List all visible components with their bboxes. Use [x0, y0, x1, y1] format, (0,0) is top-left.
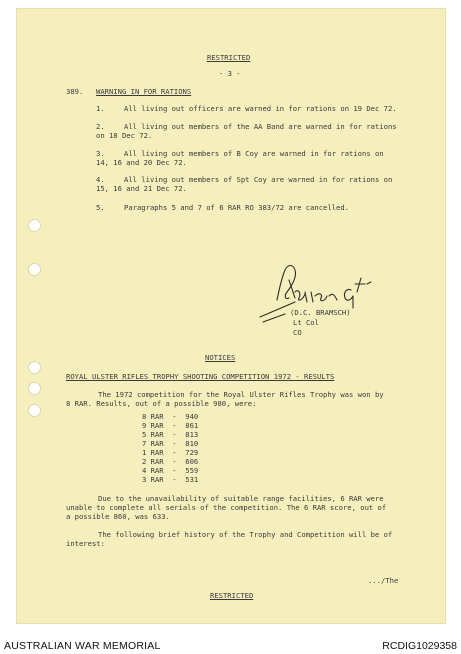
punch-hole-2: [28, 263, 41, 276]
archive-source: AUSTRALIAN WAR MEMORIAL: [4, 640, 161, 652]
footer-classification: RESTRICTED: [210, 591, 254, 600]
notice-paragraph-continued: a possible 860, was 633.: [66, 512, 170, 521]
result-score: 813: [185, 430, 199, 439]
result-score: 559: [185, 466, 199, 475]
item-number: 4.: [96, 175, 105, 184]
result-score: 729: [185, 448, 199, 457]
result-row: 3 RAR - 531: [142, 475, 199, 484]
result-unit: 7 RAR: [142, 439, 164, 448]
result-score: 606: [185, 457, 199, 466]
result-row: 2 RAR - 606: [142, 457, 199, 466]
item-text: All living out officers are warned in for rations on 19 Dec 72.: [124, 104, 397, 113]
continuation-marker: .../The: [368, 576, 399, 585]
result-unit: 5 RAR: [142, 430, 164, 439]
result-row: 1 RAR - 729: [142, 448, 199, 457]
notice-paragraph-continued: unable to complete all serials of the competition. The 6 RAR score, out of: [66, 503, 387, 512]
result-score: 810: [185, 439, 199, 448]
header-classification: RESTRICTED: [207, 53, 251, 62]
result-row: 7 RAR - 810: [142, 439, 199, 448]
result-unit: 3 RAR: [142, 475, 164, 484]
signatory-rank: Lt Col: [293, 318, 319, 327]
order-number: 389.: [66, 87, 84, 96]
notice-intro-continued: 8 RAR. Results, out of a possible 980, were:: [66, 399, 257, 408]
punch-hole-1: [28, 219, 41, 232]
result-unit: 2 RAR: [142, 457, 164, 466]
page-number: - 3 -: [219, 69, 241, 78]
item-number: 5.: [96, 203, 105, 212]
item-text-continued: 15, 16 and 21 Dec 72.: [96, 184, 187, 193]
order-title: WARNING IN FOR RATIONS: [96, 87, 192, 96]
notice-paragraph: Due to the unavailability of suitable range facilities, 6 RAR were: [98, 494, 384, 503]
result-unit: 9 RAR: [142, 421, 164, 430]
item-text: All living out members of the AA Band are warned in for rations: [124, 122, 397, 131]
result-row: 8 RAR - 940: [142, 412, 199, 421]
handwritten-signature: [255, 262, 385, 332]
result-row: 5 RAR - 813: [142, 430, 199, 439]
item-text: All living out members of B Coy are warned in for rations on: [124, 149, 384, 158]
result-row: 9 RAR - 861: [142, 421, 199, 430]
item-text: Paragraphs 5 and 7 of 6 RAR RO 383/72 are cancelled.: [124, 203, 350, 212]
item-text: All living out members of Spt Coy are warned in for rations on: [124, 175, 393, 184]
item-text-continued: 14, 16 and 20 Dec 72.: [96, 158, 187, 167]
notices-heading: NOTICES: [205, 353, 236, 362]
signatory-appointment: CO: [293, 328, 302, 337]
result-row: 4 RAR - 559: [142, 466, 199, 475]
result-unit: 1 RAR: [142, 448, 164, 457]
item-number: 1.: [96, 104, 105, 113]
signatory-name: (D.C. BRAMSCH): [290, 308, 351, 317]
item-number: 3.: [96, 149, 105, 158]
notice-title: ROYAL ULSTER RIFLES TROPHY SHOOTING COMPETITION 1972 - RESULTS: [66, 372, 335, 381]
notice-intro: The 1972 competition for the Royal Ulster Rifles Trophy was won by: [98, 390, 384, 399]
result-unit: 8 RAR: [142, 412, 164, 421]
notice-paragraph: The following brief history of the Trophy and Competition will be of: [98, 530, 393, 539]
item-number: 2.: [96, 122, 105, 131]
item-text-continued: on 18 Dec 72.: [96, 131, 153, 140]
punch-hole-4: [28, 382, 41, 395]
notice-paragraph-continued: interest:: [66, 539, 105, 548]
result-score: 861: [185, 421, 199, 430]
result-unit: 4 RAR: [142, 466, 164, 475]
result-score: 531: [185, 475, 199, 484]
result-score: 940: [185, 412, 199, 421]
archive-reference: RCDIG1029358: [382, 640, 457, 652]
punch-hole-3: [28, 361, 41, 374]
punch-hole-5: [28, 404, 41, 417]
